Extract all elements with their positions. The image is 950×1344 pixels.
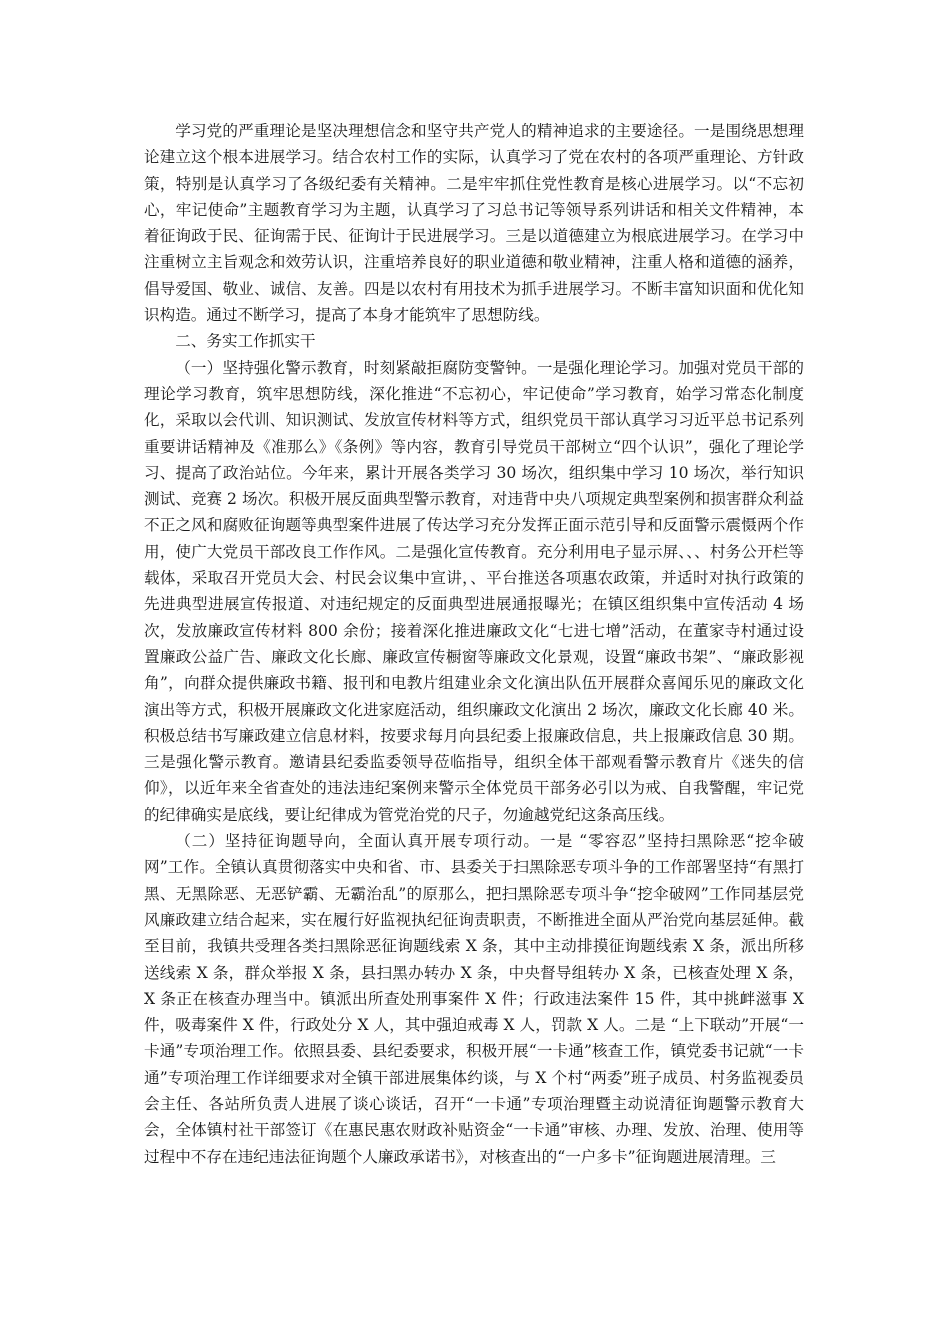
paragraph-warning-education: （一）坚持强化警示教育，时刻紧敲拒腐防变警钟。一是强化理论学习。加强对党员干部的理论学习教育，筑牢思想防线，深化推进“不忘初心，牢记使命”学习教育，始学习常态化制度化，采取以会代训、知识测试、发放宣传材料等方式，组织党员干部认真学习习近平总书记系列重要讲话精神及《准那么》《条例》等内容，教育引导党员干部树立“四个认识”，强化了理论学习、提高了政治站位。今年来，累计开展各类学习 30 场次，组织集中学习 10 场次，举行知识测试、竞赛 2 场次。积极开展反面典型警示教育，对违背中央八项规定典型案例和损害群众利益不正之风和腐败征询题等典型案件进展了传达学习充分发挥正面示范引导和反面警示震慑两个作用，使广大党员干部改良工作作风。二是强化宣传教育。充分利用电子显示屏、、、村务公开栏等载体，采取召开党员大会、村民会议集中宣讲，、平台推送各项惠农政策，并适时对执行政策的先进典型进展宣传报道、对违纪规定的反面典型进展通报曝光；在镇区组织集中宣传活动 4 场次，发放廉政宣传材料 800 余份；接着深化推进廉政文化“七进七增”活动，在董家寺村通过设置廉政公益广告、廉政文化长廊、廉政宣传橱窗等廉政文化景观，设置“廉政书架”、“廉政影视角”，向群众提供廉政书籍、报刊和电教片组建业余文化演出队伍开展群众喜闻乐见的廉政文化演出等方式，积极开展廉政文化进家庭活动，组织廉政文化演出 2 场次，廉政文化长廊 40 米。积极总结书写廉政建立信息材料，按要求每月向县纪委上报廉政信息，共上报廉政信息 30 期。三是强化警示教育。邀请县纪委监委领导莅临指导，组织全体干部观看警示教育片《迷失的信仰》，以近年来全省查处的违法违纪案例来警示全体党员干部务必引以为戒、自我警醒，牢记党的纪律确实是底线，要让纪律成为管党治党的尺子，勿逾越党纪这条高压线。	[144, 358, 804, 824]
paragraph-special-action: （二）坚持征询题导向，全面认真开展专项行动。一是 “零容忍”坚持扫黑除恶“挖伞破网”工作。全镇认真贯彻落实中央和省、市、县委关于扫黑除恶专项斗争的工作部署坚持“有黑打黑、无黑除恶、无恶铲霸、无霸治乱”的原那么，把扫黑除恶专项斗争“挖伞破网”工作同基层党风廉政建立结合起来，实在履行好监视执纪征询责职责，不断推进全面从严治党向基层延伸。截至目前，我镇共受理各类扫黑除恶征询题线索 X 条，其中主动排摸征询题线索 X 条，派出所移送线索 X 条，群众举报 X 条，县扫黑办转办 X 条，中央督导组转办 X 条，已核查处理 X 条，X 条正在核查办理当中。镇派出所查处刑事案件 X 件；行政违法案件 15 件，其中挑衅滋事 X 件，吸毒案件 X 件，行政处分 X 人，其中强迫戒毒 X 人，罚款 X 人。二是 “上下联动”开展“一卡通”专项治理工作。依照县委、县纪委要求，积极开展“一卡通”核查工作，镇党委书记就“一卡通”专项治理工作详细要求对全镇干部进展集体约谈，与 X 个村“两委”班子成员、村务监视委员会主任、各站所负责人进展了谈心谈话，召开“一卡通”专项治理暨主动说清征询题警示教育大会，全体镇村社干部签订《在惠民惠农财政补贴资金“一卡通”审核、办理、发放、治理、使用等过程中不存在违纪违法征询题个人廉政承诺书》，对核查出的“一户多卡”征询题进展清理。三	[144, 832, 809, 1166]
paragraph-study: 学习党的严重理论是坚决理想信念和坚守共产党人的精神追求的主要途径。一是围绕思想理论建立这个根本进展学习。结合农村工作的实际，认真学习了党在农村的各项严重理论、方针政策，特别是认真学习了各级纪委有关精神。二是牢牢抓住党性教育是核心进展学习。以“不忘初心，牢记使命”主题教育学习为主题，认真学习了习总书记等领导系列讲话和相关文件精神，本着征询政于民、征询需于民、征询计于民进展学习。三是以道德建立为根底进展学习。在学习中注重树立主旨观念和效劳认识，注重培养良好的职业道德和敬业精神，注重人格和道德的涵养，倡导爱国、敬业、诚信、友善。四是以农村有用技术为抓手进展学习。不断丰富知识面和优化知识构造。通过不断学习，提高了本身才能筑牢了思想防线。	[144, 122, 804, 325]
section-heading: 二、务实工作抓实干	[175, 332, 316, 351]
document-page	[144, 118, 809, 1170]
